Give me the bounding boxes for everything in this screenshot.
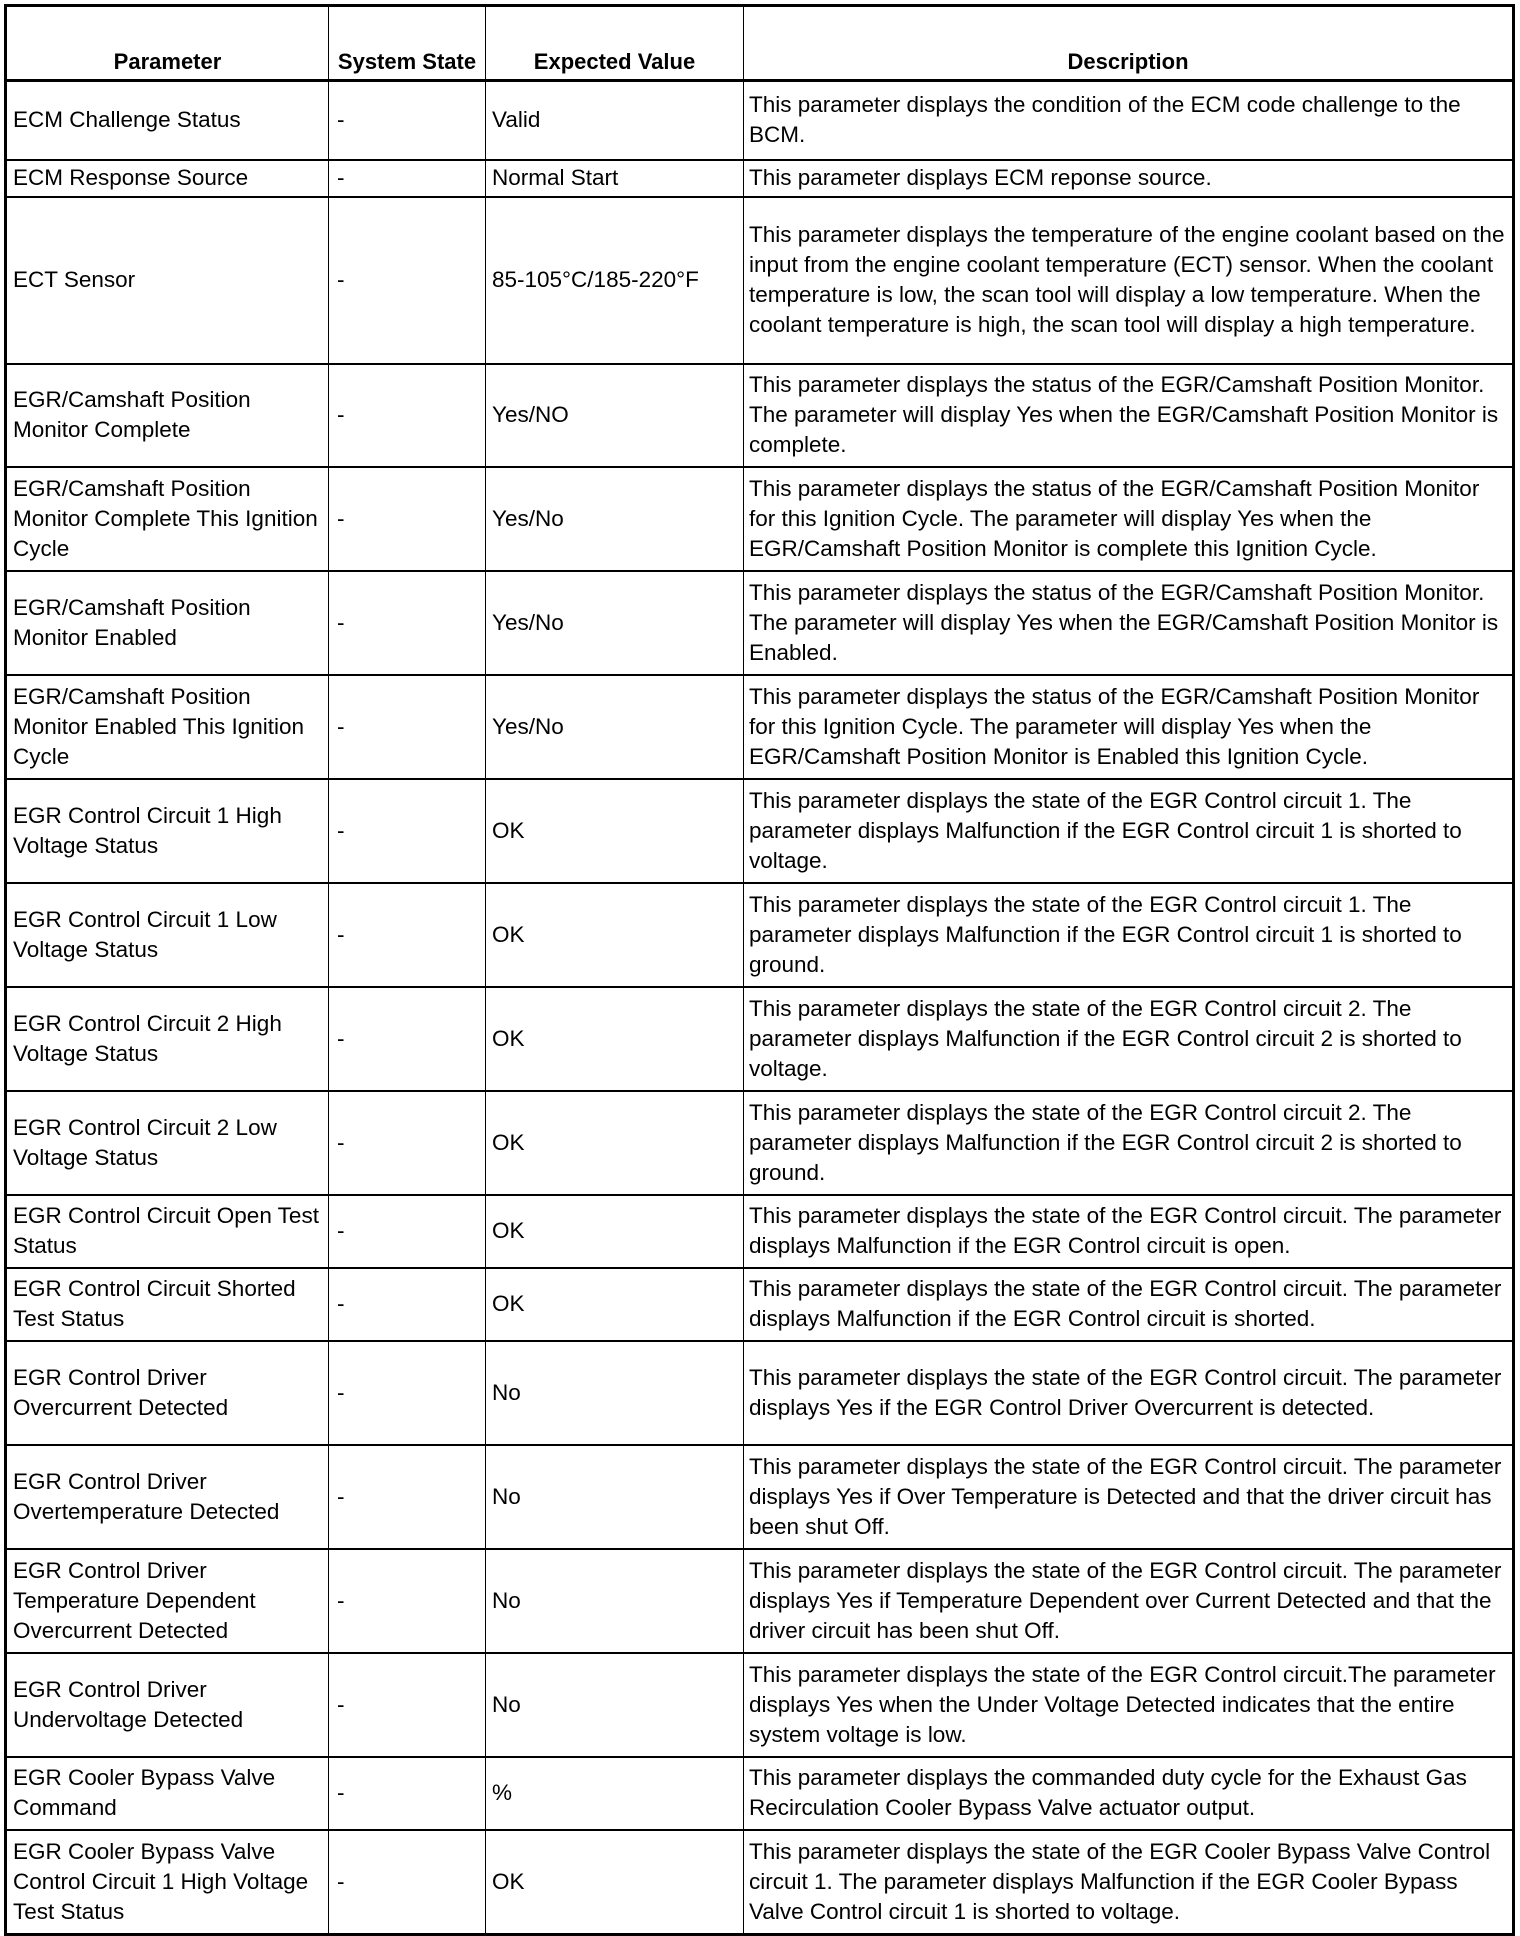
table-row (6, 1549, 1514, 1653)
table-row (6, 1445, 1514, 1549)
table-row (6, 1091, 1514, 1195)
table-row (6, 1653, 1514, 1757)
cell-expected-value: No (486, 1341, 744, 1445)
table-row (6, 571, 1514, 675)
cell-system-state: - (329, 1549, 486, 1653)
cell-parameter: EGR Control Circuit 2 High Voltage Status (6, 987, 329, 1091)
cell-system-state: - (329, 1445, 486, 1549)
table-row (6, 81, 1514, 161)
cell-system-state: - (329, 160, 486, 197)
cell-system-state: - (329, 81, 486, 161)
cell-system-state: - (329, 675, 486, 779)
cell-system-state: - (329, 197, 486, 364)
cell-description: This parameter displays the state of the EGR Control circuit 1. The parameter displays Malfunction if the EGR Control circuit 1 is shorted to voltage. (744, 779, 1514, 883)
cell-description: This parameter displays the state of the EGR Cooler Bypass Valve Control circuit 1. The parameter displays Malfunction if the EGR Cooler Bypass Valve Control circuit 1 is shorted to voltage. (744, 1830, 1514, 1935)
cell-description: This parameter displays the state of the EGR Control circuit. The parameter displays Malfunction if the EGR Control circuit is shorted. (744, 1268, 1514, 1341)
cell-system-state: - (329, 987, 486, 1091)
cell-system-state: - (329, 883, 486, 987)
cell-parameter: EGR/Camshaft Position Monitor Enabled (6, 571, 329, 675)
table-body (6, 81, 1514, 1935)
table-row (6, 1830, 1514, 1935)
cell-parameter: EGR Control Circuit Shorted Test Status (6, 1268, 329, 1341)
cell-expected-value: OK (486, 779, 744, 883)
cell-description: This parameter displays the status of the EGR/Camshaft Position Monitor for this Ignition Cycle. The parameter will display Yes when the EGR/Camshaft Position Monitor is complete this Ignition Cycle. (744, 467, 1514, 571)
cell-expected-value: OK (486, 1091, 744, 1195)
cell-system-state: - (329, 1830, 486, 1935)
cell-parameter: EGR Control Driver Overcurrent Detected (6, 1341, 329, 1445)
cell-parameter: EGR/Camshaft Position Monitor Complete This Ignition Cycle (6, 467, 329, 571)
table-row (6, 160, 1514, 197)
cell-parameter: ECT Sensor (6, 197, 329, 364)
table-header (6, 6, 1514, 81)
cell-description: This parameter displays the status of the EGR/Camshaft Position Monitor. The parameter will display Yes when the EGR/Camshaft Position Monitor is Enabled. (744, 571, 1514, 675)
header-expected-value: Expected Value (486, 6, 744, 81)
cell-description: This parameter displays the state of the EGR Control circuit.The parameter displays Yes when the Under Voltage Detected indicates that the entire system voltage is low. (744, 1653, 1514, 1757)
cell-parameter: EGR Control Circuit 1 Low Voltage Status (6, 883, 329, 987)
cell-expected-value: No (486, 1445, 744, 1549)
cell-expected-value: Valid (486, 81, 744, 161)
cell-system-state: - (329, 467, 486, 571)
cell-description: This parameter displays the condition of the ECM code challenge to the BCM. (744, 81, 1514, 161)
cell-parameter: ECM Challenge Status (6, 81, 329, 161)
cell-parameter: EGR Control Driver Overtemperature Detected (6, 1445, 329, 1549)
cell-parameter: EGR Control Circuit 2 Low Voltage Status (6, 1091, 329, 1195)
cell-system-state: - (329, 779, 486, 883)
cell-system-state: - (329, 571, 486, 675)
parameter-table (4, 4, 1515, 1936)
cell-parameter: EGR Control Driver Undervoltage Detected (6, 1653, 329, 1757)
cell-expected-value: No (486, 1549, 744, 1653)
cell-expected-value: OK (486, 987, 744, 1091)
cell-system-state: - (329, 1653, 486, 1757)
table-row (6, 467, 1514, 571)
cell-description: This parameter displays the state of the EGR Control circuit. The parameter displays Yes if the EGR Control Driver Overcurrent is detected. (744, 1341, 1514, 1445)
cell-parameter: EGR Cooler Bypass Valve Control Circuit 1 High Voltage Test Status (6, 1830, 329, 1935)
cell-parameter: ECM Response Source (6, 160, 329, 197)
table-row (6, 364, 1514, 467)
cell-expected-value: 85-105°C/185-220°F (486, 197, 744, 364)
cell-parameter: EGR Control Circuit 1 High Voltage Status (6, 779, 329, 883)
cell-description: This parameter displays the status of the EGR/Camshaft Position Monitor for this Ignition Cycle. The parameter will display Yes when the EGR/Camshaft Position Monitor is Enabled this Ignition Cycle. (744, 675, 1514, 779)
header-system-state: System State (329, 6, 486, 81)
cell-expected-value: Yes/No (486, 467, 744, 571)
cell-expected-value: Normal Start (486, 160, 744, 197)
cell-expected-value: Yes/No (486, 675, 744, 779)
cell-description: This parameter displays the state of the EGR Control circuit 2. The parameter displays Malfunction if the EGR Control circuit 2 is shorted to voltage. (744, 987, 1514, 1091)
table-row (6, 883, 1514, 987)
table-row (6, 987, 1514, 1091)
cell-expected-value: Yes/NO (486, 364, 744, 467)
table-row (6, 1341, 1514, 1445)
table-row (6, 1757, 1514, 1830)
cell-parameter: EGR/Camshaft Position Monitor Complete (6, 364, 329, 467)
cell-description: This parameter displays the state of the EGR Control circuit 2. The parameter displays Malfunction if the EGR Control circuit 2 is shorted to ground. (744, 1091, 1514, 1195)
cell-parameter: EGR Cooler Bypass Valve Command (6, 1757, 329, 1830)
table-row (6, 1195, 1514, 1268)
cell-description: This parameter displays the temperature of the engine coolant based on the input from the engine coolant temperature (ECT) sensor. When the coolant temperature is low, the scan tool will display a low temperature. When the coolant temperature is high, the scan tool will display a high temperature. (744, 197, 1514, 364)
cell-system-state: - (329, 1268, 486, 1341)
cell-system-state: - (329, 1757, 486, 1830)
cell-description: This parameter displays the state of the EGR Control circuit 1. The parameter displays Malfunction if the EGR Control circuit 1 is shorted to ground. (744, 883, 1514, 987)
table-row (6, 197, 1514, 364)
cell-description: This parameter displays the status of the EGR/Camshaft Position Monitor. The parameter will display Yes when the EGR/Camshaft Position Monitor is complete. (744, 364, 1514, 467)
cell-expected-value: Yes/No (486, 571, 744, 675)
cell-system-state: - (329, 1341, 486, 1445)
header-row (6, 6, 1514, 81)
cell-expected-value: No (486, 1653, 744, 1757)
cell-expected-value: OK (486, 1268, 744, 1341)
cell-system-state: - (329, 364, 486, 467)
cell-description: This parameter displays the commanded duty cycle for the Exhaust Gas Recirculation Cooler Bypass Valve actuator output. (744, 1757, 1514, 1830)
table-row (6, 1268, 1514, 1341)
cell-expected-value: OK (486, 883, 744, 987)
cell-description: This parameter displays the state of the EGR Control circuit. The parameter displays Malfunction if the EGR Control circuit is open. (744, 1195, 1514, 1268)
cell-description: This parameter displays the state of the EGR Control circuit. The parameter displays Yes if Over Temperature is Detected and that the driver circuit has been shut Off. (744, 1445, 1514, 1549)
cell-expected-value: % (486, 1757, 744, 1830)
cell-description: This parameter displays the state of the EGR Control circuit. The parameter displays Yes if Temperature Dependent over Current Detected and that the driver circuit has been shut Off. (744, 1549, 1514, 1653)
cell-parameter: EGR/Camshaft Position Monitor Enabled This Ignition Cycle (6, 675, 329, 779)
header-parameter: Parameter (6, 6, 329, 81)
header-description: Description (744, 6, 1514, 81)
cell-expected-value: OK (486, 1195, 744, 1268)
cell-parameter: EGR Control Circuit Open Test Status (6, 1195, 329, 1268)
cell-expected-value: OK (486, 1830, 744, 1935)
table-row (6, 675, 1514, 779)
cell-system-state: - (329, 1091, 486, 1195)
cell-system-state: - (329, 1195, 486, 1268)
cell-description: This parameter displays ECM reponse source. (744, 160, 1514, 197)
cell-parameter: EGR Control Driver Temperature Dependent Overcurrent Detected (6, 1549, 329, 1653)
table-row (6, 779, 1514, 883)
